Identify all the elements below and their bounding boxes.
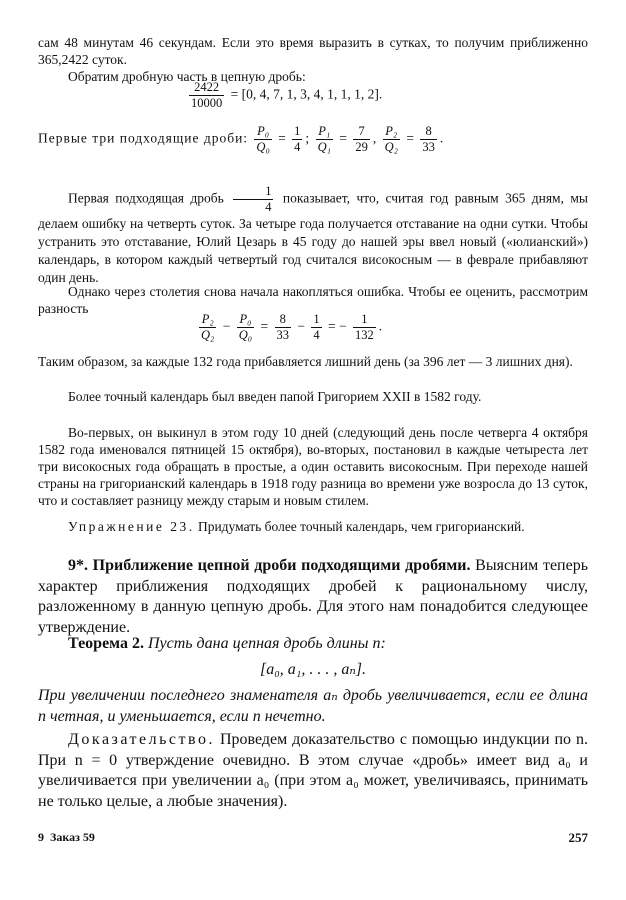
frac-q0: Q₀ (256, 140, 270, 154)
formula-1-denominator: 10000 (191, 96, 223, 110)
equals-sign: = (406, 130, 414, 146)
equals-sign: = (278, 130, 286, 146)
frac-quarter-den: 4 (265, 200, 272, 214)
proof-label: Доказательство. (68, 731, 215, 748)
frac-quarter-num: 1 (233, 184, 273, 200)
formula-1-numerator: 2422 (189, 80, 224, 96)
paragraph-5: Таким образом, за каждые 132 года прибавляется лишний день (за 396 лет — 3 лишних дня). (38, 354, 573, 369)
frac-c-num: 1 (353, 312, 376, 328)
paragraph-3-rest: показывает, что, считая год равным 365 дням, мы делаем ошибку на четверть суток. За четыре года получается отставание на одни сутки. Чтобы устранить это отставание, Юлий Цезарь в 45 году до нашей эры ввел новый («юлианский») календарь, в котором каждый четвертый год считался високосным — в феврале прибавляют один день. (38, 190, 588, 285)
frac-p0: P₀ (254, 124, 271, 140)
theorem-statement: При увеличении последнего знаменателя aₙ дробь увеличивается, если ее длина n четная, и уменьшается, если n нечетно. (38, 687, 588, 725)
frac-a-num: 8 (275, 312, 292, 328)
footer-order: 9 Заказ 59 (38, 830, 95, 844)
frac-b-num: 1 (313, 312, 320, 326)
exercise-text: Придумать более точный календарь, чем григорианский. (197, 519, 525, 534)
paragraph-3-start: Первая подходящая дробь (68, 190, 224, 206)
equals-sign: = (339, 130, 347, 146)
paragraph-1: сам 48 минутам 46 секундам. Если это время выразить в сутках, то получим приближенно 365,2422 суток. (38, 35, 588, 67)
comma: , (372, 130, 377, 146)
section-9 (38, 556, 588, 638)
section-text: Выясним теперь характер приближения подходящих дробей к рациональному числу, разложенному в данную цепную дробь. Для этого нам понадобится следующее утверждение. (38, 557, 588, 636)
frac-p1: P₁ (316, 124, 333, 140)
frac-q0b: Q₀ (238, 328, 253, 342)
frac-v2d: 33 (422, 140, 435, 154)
paragraph-7: Во-первых, он выкинул в этом году 10 дней (следующий день после четверга 4 октября 1582 года именовался пятницей 15 октября), во-вторых, постановил в каждые четыреста лет три високосных года обращать в простые, а один оставить високосным. При переходе нашей страны на григорианский календарь в 1918 году разница во времени уже возросла до 13 суток, что и составляет разницу между старым и новым стилем. (38, 425, 588, 508)
frac-p2: P₂ (383, 124, 400, 140)
period: . (439, 130, 444, 146)
equals-minus: = − (328, 318, 347, 334)
semicolon: ; (305, 130, 310, 146)
frac-c-den: 132 (354, 328, 374, 342)
paragraph-4: Однако через столетия снова начала накопляться ошибка. Чтобы ее оценить, рассмотрим разность (38, 284, 588, 316)
page-footer (38, 830, 588, 845)
formula-3 (196, 312, 382, 343)
frac-b-den: 4 (313, 328, 320, 342)
proof-text: Проведем доказательство с помощью индукции по n. При n = 0 утверждение очевидно. В этом случае «дробь» имеет вид a₀ и увеличивается при увеличении a₀ (при этом a₀ может, увеличиваясь, принимать не только целые, а любые значения). (38, 731, 589, 810)
formula-2-line (38, 124, 588, 155)
paragraph-2: Обратим дробную часть в цепную дробь: (68, 69, 306, 84)
theorem-text: Пусть дана цепная дробь длины n: (147, 635, 386, 652)
paragraph-3 (38, 184, 588, 287)
frac-v0d: 4 (294, 140, 301, 154)
section-title: 9*. Приближение цепной дроби подходящими дробями. (68, 557, 471, 574)
minus-sign: − (222, 318, 231, 334)
proof (38, 730, 588, 812)
frac-q2: Q₂ (384, 140, 398, 154)
equals-sign: = (260, 318, 269, 334)
theorem-formula: [a₀, a₁, . . . , aₙ]. (259, 661, 367, 678)
frac-v0n: 1 (294, 124, 301, 138)
exercise-23 (38, 518, 588, 535)
frac-q2b: Q₂ (201, 328, 215, 342)
page-number: 257 (568, 830, 588, 845)
frac-a-den: 33 (276, 328, 289, 342)
theorem-2 (38, 634, 588, 655)
paragraph-6: Более точный календарь был введен папой Григорием XXII в 1582 году. (68, 389, 482, 404)
frac-v2n: 8 (420, 124, 437, 140)
period: . (378, 318, 383, 334)
frac-p2b: P₂ (199, 312, 216, 328)
frac-q1: Q₁ (317, 140, 331, 154)
frac-v1d: 29 (355, 140, 368, 154)
formula-1 (186, 80, 382, 111)
theorem-label: Теорема 2. (68, 635, 144, 652)
formula-1-rhs: = [0, 4, 7, 1, 3, 4, 1, 1, 1, 2]. (230, 86, 383, 102)
formula-2-lead: Первые три подходящие дроби: (38, 130, 249, 146)
frac-v1n: 7 (353, 124, 370, 140)
minus-sign: − (297, 318, 305, 334)
exercise-label: Упражнение 23. (68, 519, 195, 534)
frac-p0b: P₀ (237, 312, 254, 328)
